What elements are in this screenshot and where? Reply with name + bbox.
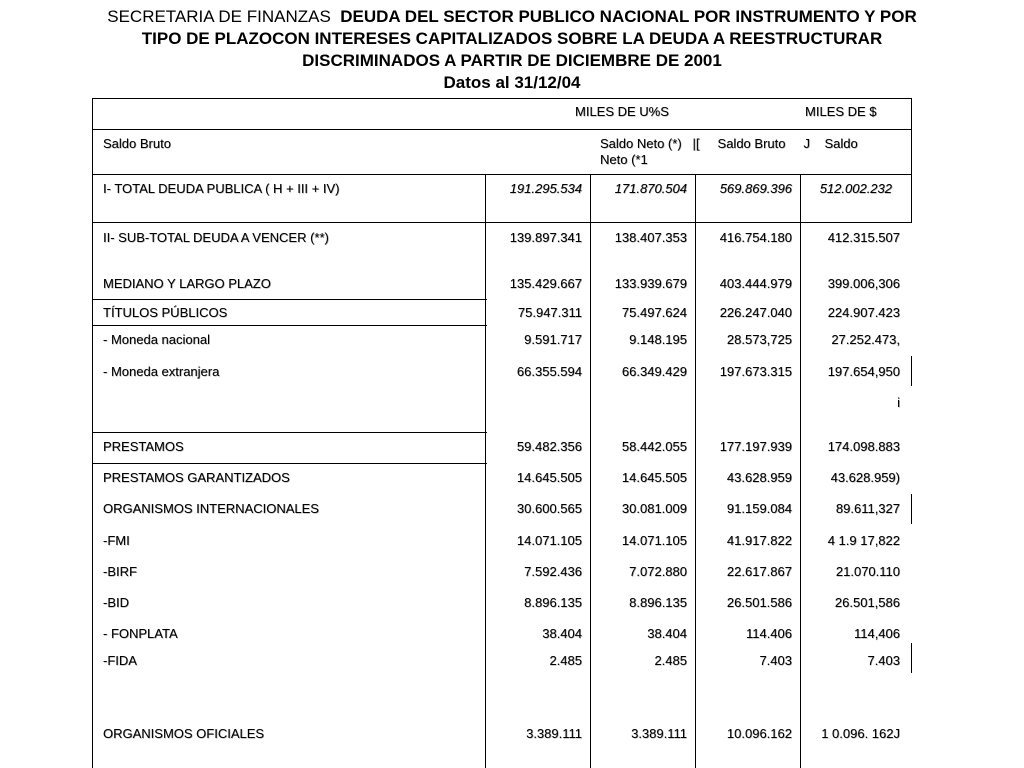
cell-usd-bruto: 8.896.135 — [524, 595, 582, 610]
cell-ars-bruto: 28.573,725 — [726, 332, 792, 347]
cell-ars-neto: 4 1.9 17,822 — [827, 533, 900, 548]
row-label: - Moneda extranjera — [103, 364, 220, 379]
cell-usd-neto: 3.389.111 — [631, 726, 687, 741]
header-divider-2 — [92, 174, 912, 175]
cell-usd-bruto: 59.482.356 — [516, 439, 582, 454]
cell-ars-neto: 399.006,306 — [827, 276, 900, 291]
cell-usd-bruto: 30.600.565 — [516, 501, 582, 516]
table-border-left — [92, 98, 93, 768]
header-saldo-bruto: Saldo Bruto — [103, 136, 171, 151]
cell-ars-neto: 512.002.232 — [819, 181, 892, 196]
row-label: MEDIANO Y LARGO PLAZO — [103, 276, 271, 291]
row-divider-total — [92, 222, 912, 223]
row-label: -BIRF — [103, 564, 137, 579]
col-divider-1 — [485, 174, 486, 768]
row-label: TÍTULOS PÚBLICOS — [103, 305, 228, 320]
cell-usd-neto: 2.485 — [654, 653, 687, 668]
cell-usd-bruto: 14.645.505 — [516, 470, 582, 485]
cell-usd-bruto: 2.485 — [549, 653, 582, 668]
cell-usd-neto: 171.870.504 — [614, 181, 687, 196]
cell-usd-bruto: 3.389.111 — [526, 726, 582, 741]
cell-ars-neto: 43.628.959) — [830, 470, 900, 485]
cell-ars-neto: 26.501,586 — [834, 595, 900, 610]
table-border-right-header — [911, 129, 912, 174]
cell-ars-bruto: 91.159.084 — [726, 501, 792, 516]
right-tick-2 — [911, 494, 912, 524]
table-border-right-top — [911, 98, 912, 130]
row-label: - FONPLATA — [103, 626, 178, 641]
cell-ars-neto: 114,406 — [853, 626, 900, 641]
cell-ars-neto: 224.907.423 — [827, 305, 900, 320]
row-label: -FIDA — [103, 653, 137, 668]
cell-usd-bruto: 7.592.436 — [524, 564, 582, 579]
cell-ars-bruto: 7.403 — [759, 653, 792, 668]
table-border-top — [92, 98, 912, 99]
row-label: ORGANISMOS OFICIALES — [103, 726, 265, 741]
row-label: II- SUB-TOTAL DEUDA A VENCER (**) — [103, 230, 329, 245]
cell-ars-bruto: 226.247.040 — [719, 305, 792, 320]
header-miles-usd: MILES DE U%S — [575, 104, 669, 119]
cell-usd-neto: 30.081.009 — [621, 501, 687, 516]
cell-ars-bruto: 43.628.959 — [726, 470, 792, 485]
cell-usd-bruto: 14.071.105 — [516, 533, 582, 548]
cell-usd-neto: 133.939.679 — [614, 276, 687, 291]
cell-ars-bruto: 197.673.315 — [719, 364, 792, 379]
cell-ars-bruto: 114.406 — [745, 626, 792, 641]
cell-ars-bruto: 177.197.939 — [719, 439, 792, 454]
org-name: SECRETARIA DE FINANZAS — [107, 7, 331, 26]
cell-usd-neto: 58.442.055 — [621, 439, 687, 454]
cell-usd-bruto: 9.591.717 — [524, 332, 582, 347]
row-label: - Moneda nacional — [103, 332, 210, 347]
cell-usd-bruto: 66.355.594 — [516, 364, 582, 379]
table-border-right-total — [911, 174, 912, 223]
title-text-1: DEUDA DEL SECTOR PUBLICO NACIONAL POR INSTRUMENTO Y POR — [340, 7, 917, 26]
row-divider-garantizados — [92, 463, 487, 464]
cell-ars-neto: 412.315.507 — [827, 230, 900, 245]
col-divider-4 — [800, 174, 801, 768]
cell-ars-neto: 197.654,950 — [827, 364, 900, 379]
cell-usd-neto: 75.497.624 — [621, 305, 687, 320]
cell-ars-bruto: 41.917.822 — [726, 533, 792, 548]
cell-ars-bruto: 10.096.162 — [726, 726, 792, 741]
row-label: I- TOTAL DEUDA PUBLICA ( H + III + IV) — [103, 181, 340, 196]
header-neto-cont: Neto (*1 — [600, 152, 648, 167]
cell-ars-neto: 21.070.110 — [835, 564, 900, 579]
right-tick-3 — [911, 643, 912, 673]
col-divider-3 — [695, 174, 696, 768]
row-label: PRESTAMOS — [103, 439, 184, 454]
cell-usd-neto: 138.407.353 — [614, 230, 687, 245]
title-line-2: TIPO DE PLAZOCON INTERESES CAPITALIZADOS SOBRE LA DEUDA A REESTRUCTURAR — [141, 29, 883, 48]
cell-usd-bruto: 75.947.311 — [517, 305, 582, 320]
cell-ars-neto: 7.403 — [867, 653, 900, 668]
cell-usd-bruto: 135.429.667 — [509, 276, 582, 291]
report-date: Datos al 31/12/04 — [443, 73, 581, 92]
cell-ars-bruto: 569.869.396 — [719, 181, 792, 196]
title-line-1 — [0, 6, 1024, 28]
cell-usd-neto: 9.148.195 — [629, 332, 687, 347]
debt-table — [92, 98, 912, 768]
row-divider-mediano — [92, 299, 487, 300]
cell-ars-neto: 174.098.883 — [827, 439, 900, 454]
cell-usd-neto: 66.349.429 — [621, 364, 687, 379]
row-label: PRESTAMOS GARANTIZADOS — [103, 470, 290, 485]
row-label: ORGANISMOS INTERNACIONALES — [103, 501, 319, 516]
cell-ars-bruto: 22.617.867 — [726, 564, 792, 579]
cell-usd-neto: 14.071.105 — [621, 533, 687, 548]
title-line-3: DISCRIMINADOS A PARTIR DE DICIEMBRE DE 2001 — [302, 51, 722, 70]
cell-usd-neto: 14.645.505 — [621, 470, 687, 485]
cell-usd-bruto: 139.897.341 — [509, 230, 582, 245]
document-title — [0, 6, 1024, 94]
cell-ars-neto: i — [897, 395, 900, 410]
cell-usd-bruto: 38.404 — [542, 626, 582, 641]
col-divider-2 — [590, 174, 591, 768]
header-miles-ars: MILES DE $ — [805, 104, 877, 119]
row-divider-titulos — [92, 325, 487, 326]
cell-usd-neto: 8.896.135 — [629, 595, 687, 610]
cell-usd-neto: 38.404 — [647, 626, 687, 641]
row-label: -FMI — [103, 533, 130, 548]
cell-ars-neto: 27.252.473, — [831, 332, 900, 347]
cell-ars-bruto: 416.754.180 — [719, 230, 792, 245]
cell-usd-neto: 7.072.880 — [629, 564, 687, 579]
cell-ars-bruto: 403.444.979 — [719, 276, 792, 291]
cell-ars-neto: 1 0.096. 162J — [821, 726, 900, 741]
cell-ars-neto: 89.611,327 — [835, 501, 900, 516]
header-divider-1 — [92, 129, 912, 130]
row-label: -BID — [103, 595, 129, 610]
header-saldo-neto: Saldo Neto (*) |[ Saldo Bruto J Saldo — [600, 136, 858, 151]
right-tick-1 — [911, 356, 912, 386]
cell-ars-bruto: 26.501.586 — [726, 595, 792, 610]
cell-usd-bruto: 191.295.534 — [509, 181, 582, 196]
row-divider-prestamos — [92, 432, 487, 433]
